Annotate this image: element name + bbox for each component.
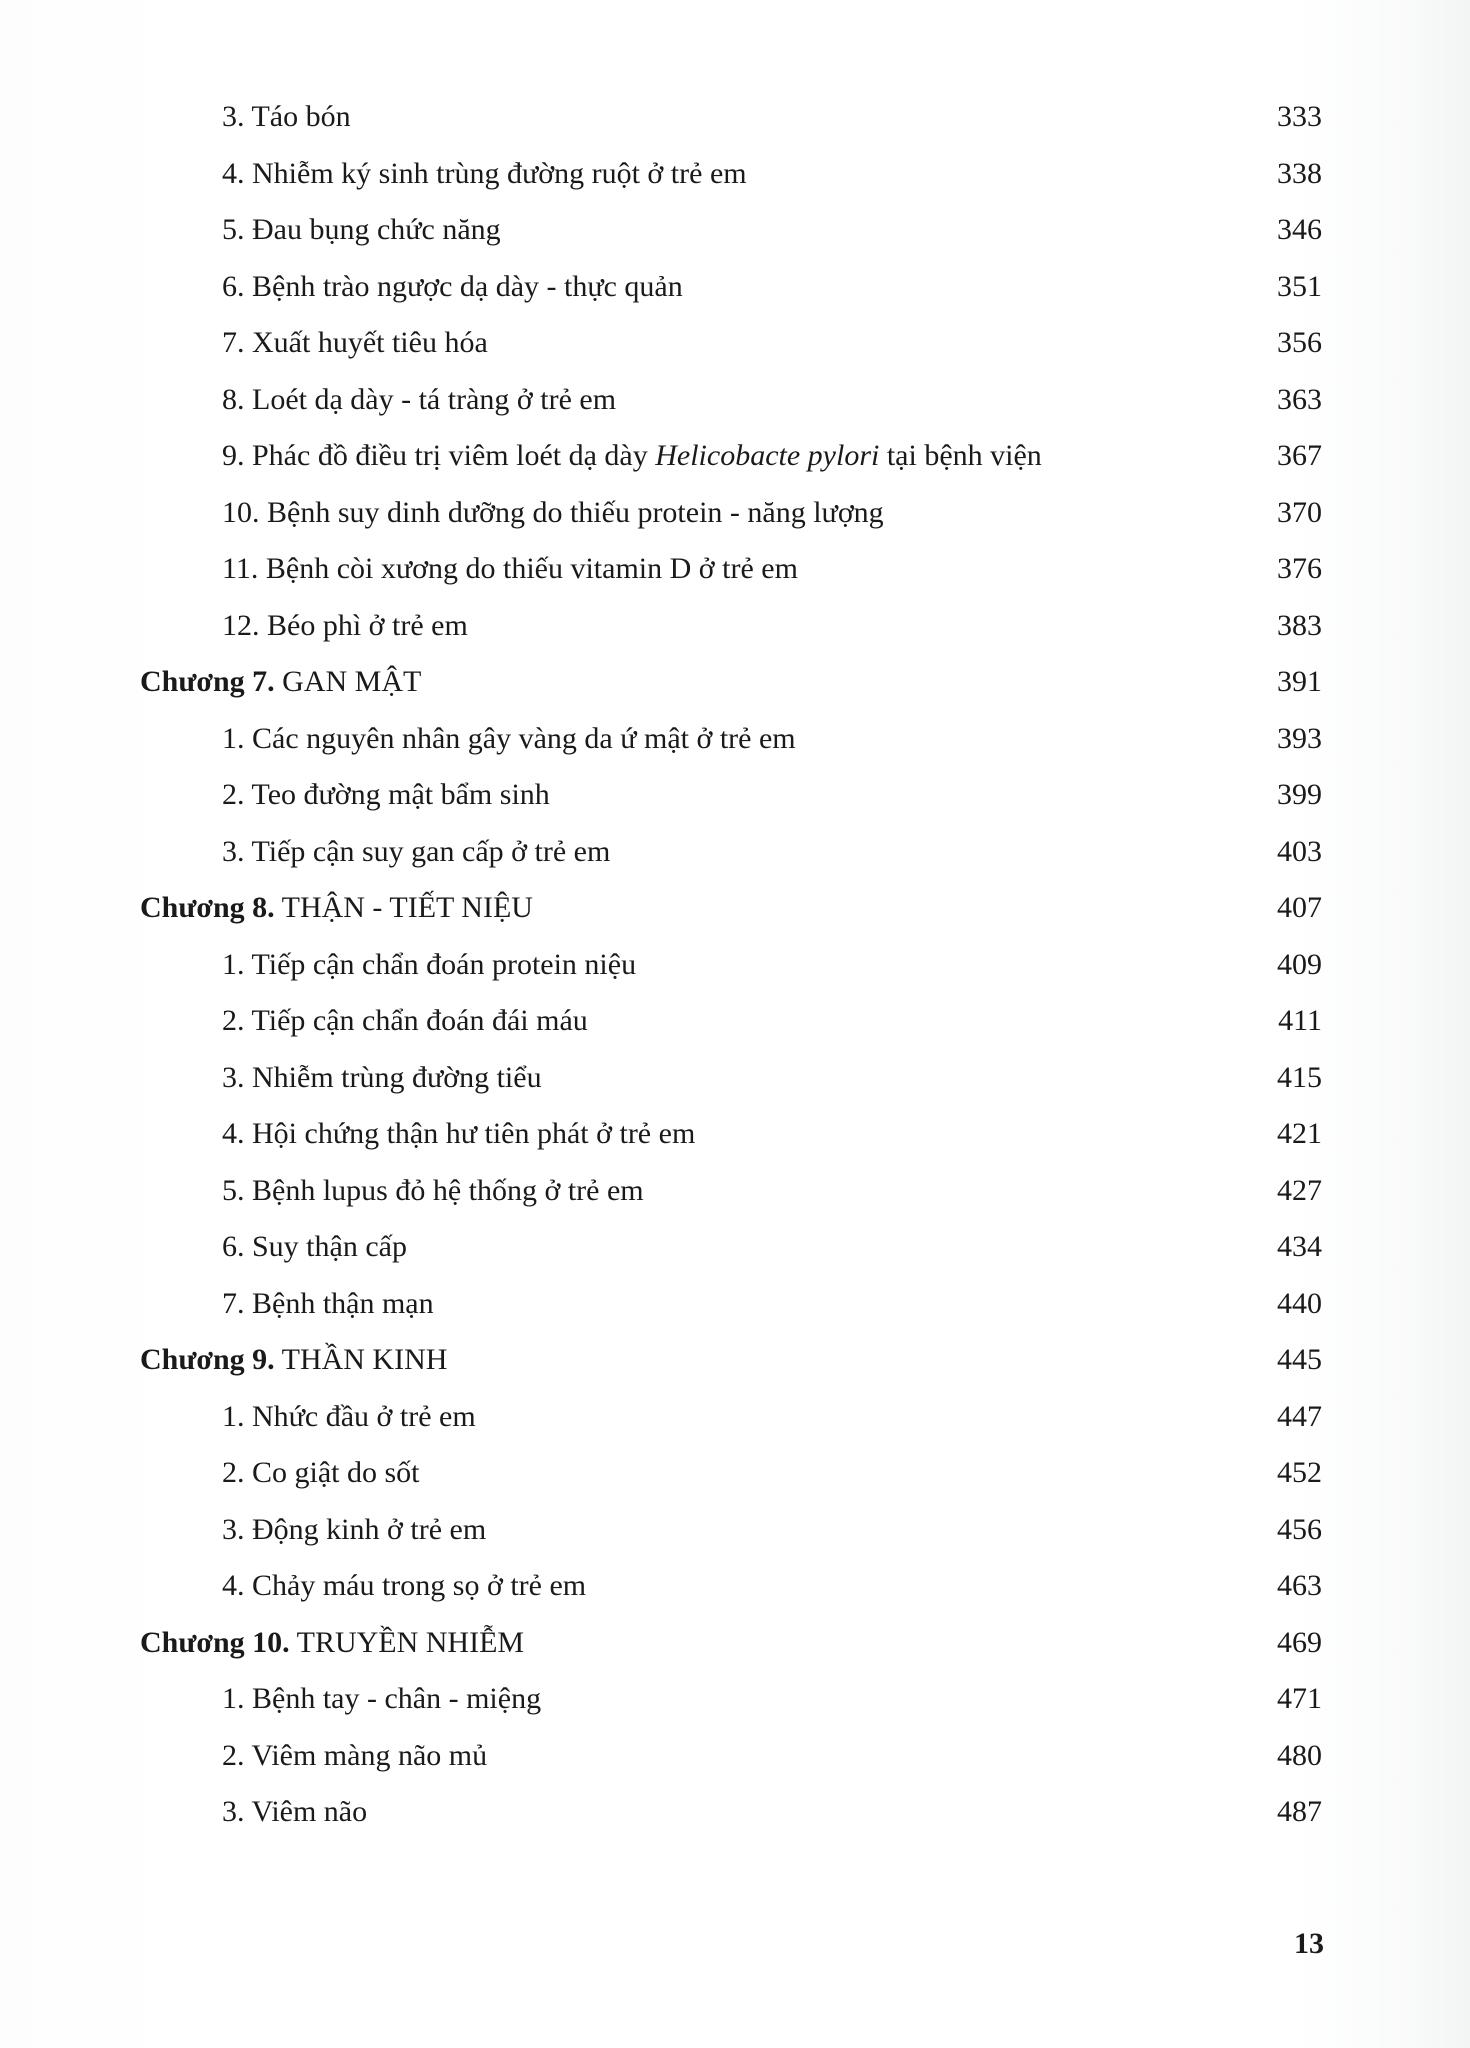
- entry-title: 5. Bệnh lupus đỏ hệ thống ở trẻ em: [222, 1173, 644, 1207]
- entry-title: 1. Nhức đầu ở trẻ em: [222, 1399, 476, 1433]
- chapter-number: Chương 7.: [140, 665, 275, 698]
- entry-title: 5. Đau bụng chức năng: [222, 213, 501, 246]
- toc-entry-row: [0, 210, 1470, 267]
- entry-title: 4. Chảy máu trong sọ ở trẻ em: [222, 1569, 587, 1602]
- entry-title: 3. Viêm não: [222, 1795, 368, 1828]
- chapter-number: Chương 8.: [140, 891, 275, 924]
- entry-title: 7. Xuất huyết tiêu hóa: [222, 326, 488, 359]
- entry-page-number: 391: [1277, 665, 1322, 698]
- entry-title: 1. Các nguyên nhân gây vàng da ứ mật ở trẻ em: [222, 721, 796, 755]
- page-number: 13: [1294, 1927, 1324, 1960]
- toc-entry-row: [0, 1566, 1470, 1623]
- entry-title: 10. Bệnh suy dinh dưỡng do thiếu protein - năng lượng: [222, 495, 884, 529]
- entry-title: 2. Tiếp cận chẩn đoán đái máu: [222, 1004, 588, 1037]
- toc-entry-row: [0, 1792, 1470, 1849]
- entry-page-number: 415: [1277, 1060, 1322, 1094]
- entry-title: 7. Bệnh thận mạn: [222, 1286, 434, 1320]
- entry-page-number: 452: [1277, 1456, 1322, 1489]
- entry-page-number: 393: [1277, 721, 1322, 755]
- entry-title: 12. Béo phì ở trẻ em: [222, 608, 468, 642]
- entry-page-number: 409: [1277, 947, 1322, 981]
- toc-entry-row: [0, 832, 1470, 889]
- toc-entry-row: [0, 1284, 1470, 1341]
- toc-entry-row: [0, 1227, 1470, 1284]
- toc-entry-row: [0, 267, 1470, 324]
- toc-entry-row: [0, 1058, 1470, 1115]
- entry-title-part: 9. Phác đồ điều trị viêm loét dạ dày: [222, 439, 656, 472]
- entry-title: 1. Tiếp cận chẩn đoán protein niệu: [222, 947, 637, 981]
- entry-title: 3. Động kinh ở trẻ em: [222, 1512, 487, 1546]
- entry-page-number: 367: [1277, 439, 1322, 472]
- toc-entry-row: [0, 1736, 1470, 1793]
- toc-entry-row: [0, 1510, 1470, 1567]
- entry-page-number: 351: [1277, 269, 1322, 303]
- entry-page-number: 456: [1277, 1512, 1322, 1546]
- toc-entry-row: [0, 1397, 1470, 1454]
- chapter-number: Chương 9.: [140, 1343, 275, 1376]
- toc-entry-row: [0, 1001, 1470, 1058]
- entry-page-number: 427: [1277, 1173, 1322, 1207]
- chapter-title: [140, 1623, 524, 1663]
- toc-entry-row: [0, 380, 1470, 437]
- chapter-name: GAN MẬT: [274, 665, 422, 698]
- toc-chapter-row: [0, 1340, 1470, 1397]
- toc-entry-row: [0, 493, 1470, 550]
- entry-page-number: 376: [1277, 552, 1322, 585]
- entry-page-number: 407: [1277, 891, 1322, 924]
- entry-page-number: 411: [1278, 1004, 1322, 1037]
- entry-page-number: 463: [1277, 1569, 1322, 1602]
- entry-page-number: 469: [1277, 1625, 1322, 1659]
- toc-entry-row: [0, 97, 1470, 154]
- entry-title: 11. Bệnh còi xương do thiếu vitamin D ở trẻ em: [222, 552, 798, 585]
- entry-page-number: 434: [1277, 1230, 1322, 1263]
- toc-entry-row: [0, 606, 1470, 663]
- entry-title: 2. Co giật do sốt: [222, 1456, 420, 1489]
- entry-title: 3. Nhiễm trùng đường tiểu: [222, 1060, 542, 1094]
- entry-page-number: 399: [1277, 778, 1322, 811]
- entry-title: 2. Teo đường mật bẩm sinh: [222, 778, 550, 811]
- entry-title: 2. Viêm màng não mủ: [222, 1738, 488, 1772]
- toc-entry-row: [0, 1171, 1470, 1228]
- entry-page-number: 447: [1277, 1399, 1322, 1433]
- entry-page-number: 363: [1277, 382, 1322, 416]
- entry-title: 4. Hội chứng thận hư tiên phát ở trẻ em: [222, 1117, 696, 1150]
- entry-page-number: 333: [1277, 100, 1322, 133]
- entry-page-number: 421: [1277, 1117, 1322, 1150]
- entry-page-number: 356: [1277, 326, 1322, 359]
- entry-title: 6. Bệnh trào ngược dạ dày - thực quản: [222, 269, 683, 303]
- entry-title-part: tại bệnh viện: [879, 439, 1042, 472]
- toc-chapter-row: [0, 888, 1470, 945]
- toc-entry-row: [0, 436, 1470, 493]
- table-of-contents: [0, 97, 1470, 1849]
- entry-title: 8. Loét dạ dày - tá tràng ở trẻ em: [222, 382, 617, 416]
- entry-page-number: 480: [1277, 1738, 1322, 1772]
- entry-page-number: 338: [1277, 156, 1322, 190]
- entry-page-number: 471: [1277, 1682, 1322, 1715]
- toc-entry-row: [0, 1114, 1470, 1171]
- toc-chapter-row: [0, 662, 1470, 719]
- toc-entry-row: [0, 1679, 1470, 1736]
- entry-page-number: 383: [1277, 608, 1322, 642]
- toc-entry-row: [0, 1453, 1470, 1510]
- entry-page-number: 346: [1277, 213, 1322, 246]
- chapter-title: [140, 888, 533, 928]
- entry-page-number: 370: [1277, 495, 1322, 529]
- toc-entry-row: [0, 719, 1470, 776]
- entry-page-number: 487: [1277, 1795, 1322, 1828]
- entry-page-number: 445: [1277, 1343, 1322, 1376]
- entry-title: 4. Nhiễm ký sinh trùng đường ruột ở trẻ em: [222, 156, 747, 190]
- toc-chapter-row: [0, 1623, 1470, 1680]
- entry-title-italic: Helicobacte pylori: [655, 439, 880, 472]
- toc-entry-row: [0, 323, 1470, 380]
- entry-title: 3. Táo bón: [222, 100, 351, 133]
- toc-entry-row: [0, 775, 1470, 832]
- entry-title: 1. Bệnh tay - chân - miệng: [222, 1682, 542, 1715]
- chapter-name: THẬN - TIẾT NIỆU: [274, 891, 533, 924]
- entry-page-number: 440: [1277, 1286, 1322, 1320]
- toc-entry-row: [0, 945, 1470, 1002]
- toc-entry-row: [0, 154, 1470, 211]
- chapter-number: Chương 10.: [140, 1625, 290, 1659]
- entry-title: [222, 436, 1042, 476]
- chapter-name: TRUYỀN NHIỄM: [289, 1625, 525, 1659]
- chapter-title: [140, 662, 421, 702]
- chapter-title: [140, 1340, 447, 1380]
- chapter-name: THẦN KINH: [274, 1343, 448, 1376]
- entry-title: 3. Tiếp cận suy gan cấp ở trẻ em: [222, 834, 611, 868]
- entry-title: 6. Suy thận cấp: [222, 1230, 407, 1263]
- entry-page-number: 403: [1277, 834, 1322, 868]
- toc-entry-row: [0, 549, 1470, 606]
